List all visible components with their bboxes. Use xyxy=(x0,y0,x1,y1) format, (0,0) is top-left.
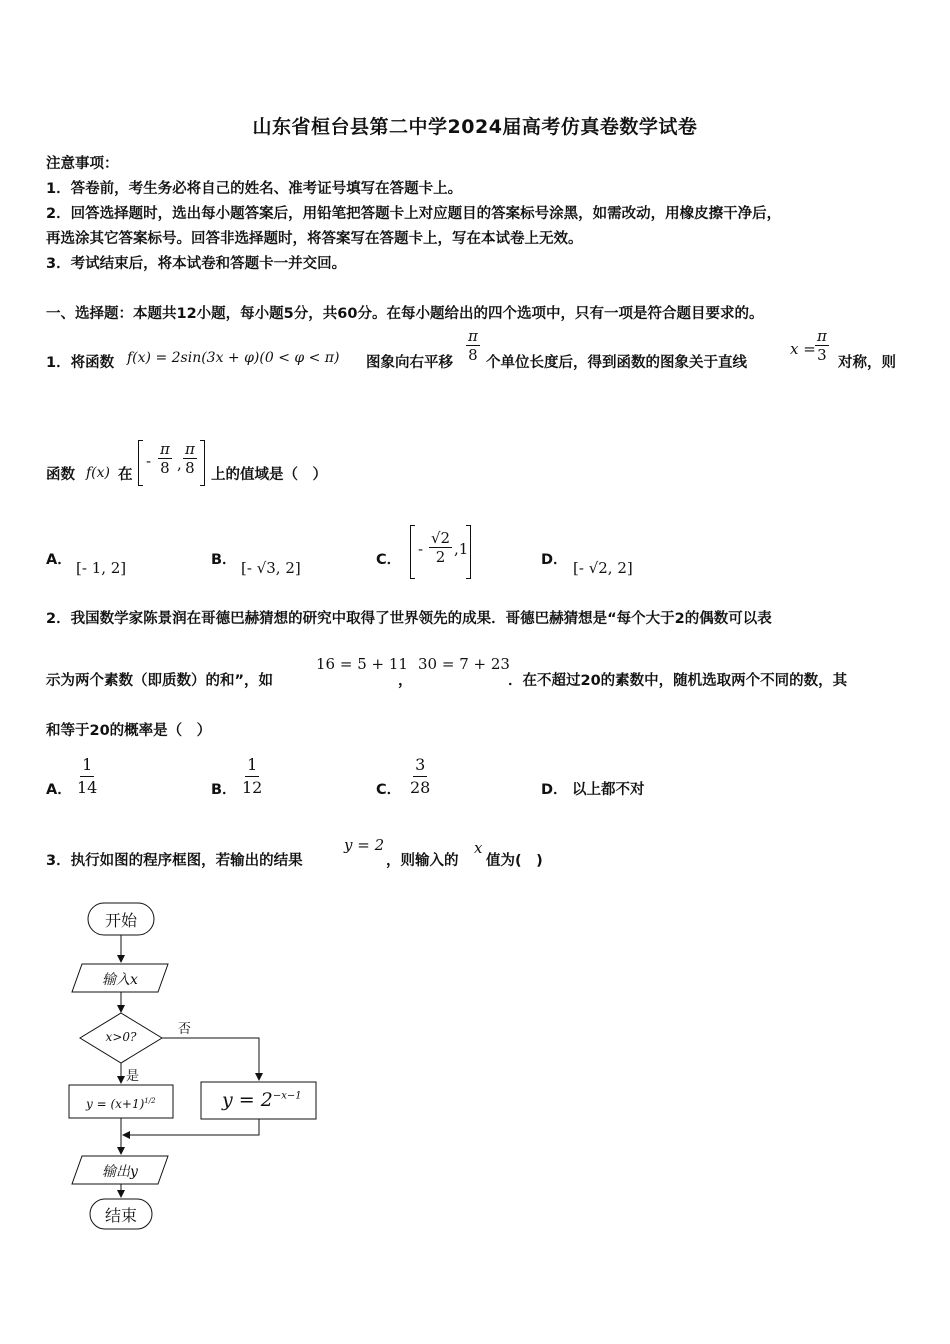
q1-function: f(x) = 2sin(3x + φ)(0 < φ < π) xyxy=(127,350,340,366)
q3-mid: ，则输入的 xyxy=(386,853,459,869)
q1-line2-in: 在 xyxy=(118,467,133,483)
q1-line-den: 3 xyxy=(817,346,827,364)
q1-line2-func: f(x) xyxy=(86,465,111,481)
q1-option-a-label[interactable]: A． xyxy=(46,552,72,568)
q2-option-a-num: 1 xyxy=(80,754,94,777)
interval-a-den: 8 xyxy=(160,459,170,477)
notice-heading: 注意事项： xyxy=(46,156,119,172)
flow-condition-label: x>0? xyxy=(105,1030,137,1044)
option-c-num: √2 xyxy=(431,529,451,547)
q1-option-b-label[interactable]: B． xyxy=(211,552,237,568)
interval-a-num: π xyxy=(160,440,170,458)
flow-input-label: 输入x xyxy=(102,972,138,988)
flow-yes-formula xyxy=(86,1097,156,1111)
q2-eq1: 16 = 5 + 11 xyxy=(316,655,408,673)
flow-yes-exponent: 1/2 xyxy=(144,1097,156,1105)
q1-line-num: π xyxy=(817,327,827,345)
q2-option-b-label[interactable]: B． xyxy=(211,782,237,798)
flow-output-label: 输出y xyxy=(102,1164,138,1180)
option-c-den: 2 xyxy=(435,548,446,566)
q2-option-a-den: 14 xyxy=(77,778,98,797)
option-c-minus: - xyxy=(418,540,424,558)
q2-line2-prefix: 示为两个素数（即质数）的和”，如 xyxy=(46,673,274,689)
q2-option-c-label[interactable]: C． xyxy=(376,782,402,798)
flow-end-label: 结束 xyxy=(104,1206,137,1225)
q2-option-d-label[interactable]: D． xyxy=(541,782,568,798)
q2-option-b-num: 1 xyxy=(245,754,259,777)
q1-mid2: 个单位长度后，得到函数的图象关于直线 xyxy=(486,355,747,371)
q2-eq2: 30 = 7 + 23 xyxy=(418,655,510,673)
q3-suffix: 值为( ) xyxy=(486,853,543,869)
q1-line-lhs: x = xyxy=(790,340,816,358)
q1-option-c-label[interactable]: C． xyxy=(376,552,402,568)
q2-line1: 2．我国数学家陈景润在哥德巴赫猜想的研究中取得了世界领先的成果．哥德巴赫猜想是“每个大于2的偶数可以表 xyxy=(46,611,772,627)
q1-shift-den: 8 xyxy=(468,346,478,364)
flow-no-base: y = 2 xyxy=(222,1089,273,1111)
q3-result: y = 2 xyxy=(344,836,385,854)
q2-option-c-den: 28 xyxy=(410,778,431,797)
interval-comma: , xyxy=(177,455,182,473)
section-heading: 一、选择题：本题共12小题，每小题5分，共60分。在每小题给出的四个选项中，只有一项是符合题目要求的。 xyxy=(46,306,764,322)
q3-prefix: 3．执行如图的程序框图，若输出的结果 xyxy=(46,853,303,869)
flow-start-label: 开始 xyxy=(104,911,137,930)
option-c-tail: ,1 xyxy=(454,540,469,558)
q1-mid1: 图象向右平移 xyxy=(366,355,453,371)
interval-b-den: 8 xyxy=(185,459,195,477)
interval-minus: - xyxy=(146,452,152,470)
q1-option-d-value: [- √2, 2] xyxy=(573,559,633,577)
flow-no-formula xyxy=(222,1089,302,1111)
notice-item-3: 3．考试结束后，将本试卷和答题卡一并交回。 xyxy=(46,256,347,272)
flow-yes-base: y = (x+1) xyxy=(86,1097,145,1111)
q1-prefix: 1．将函数 xyxy=(46,355,115,371)
q1-shift-num: π xyxy=(468,327,478,345)
q2-line2-suffix: ．在不超过20的素数中，随机选取两个不同的数，其 xyxy=(508,673,848,689)
q2-option-a-label[interactable]: A． xyxy=(46,782,72,798)
notice-item-2: 2．回答选择题时，选出每小题答案后，用铅笔把答题卡上对应题目的答案标号涂黑，如需改动，用橡皮擦干净后， xyxy=(46,206,782,222)
q2-line3: 和等于20的概率是（ ） xyxy=(46,723,212,739)
flow-no-exponent: −x−1 xyxy=(272,1090,302,1102)
q1-option-b-value: [- √3, 2] xyxy=(241,559,301,577)
q1-suffix: 对称，则 xyxy=(838,355,896,371)
notice-item-1: 1．答卷前，考生务必将自己的姓名、准考证号填写在答题卡上。 xyxy=(46,181,463,197)
notice-item-2-cont: 再选涂其它答案标号。回答非选择题时，将答案写在答题卡上，写在本试卷上无效。 xyxy=(46,231,583,247)
interval-b-num: π xyxy=(185,440,195,458)
q3-var: x xyxy=(474,839,483,857)
q2-option-c-num: 3 xyxy=(413,754,427,777)
q1-option-a-value: [- 1, 2] xyxy=(76,559,127,577)
flow-no-label: 否 xyxy=(178,1022,192,1037)
q2-option-d-text: 以上都不对 xyxy=(572,782,645,798)
q2-option-b-den: 12 xyxy=(242,778,263,797)
q2-comma: ， xyxy=(398,673,413,689)
q1-line2-suffix: 上的值域是（ ） xyxy=(211,467,327,483)
page-title: 山东省桓台县第二中学2024届高考仿真卷数学试卷 xyxy=(252,116,698,138)
q1-option-d-label[interactable]: D． xyxy=(541,552,568,568)
flow-yes-label: 是 xyxy=(126,1069,140,1084)
q1-line2-prefix: 函数 xyxy=(46,467,75,483)
